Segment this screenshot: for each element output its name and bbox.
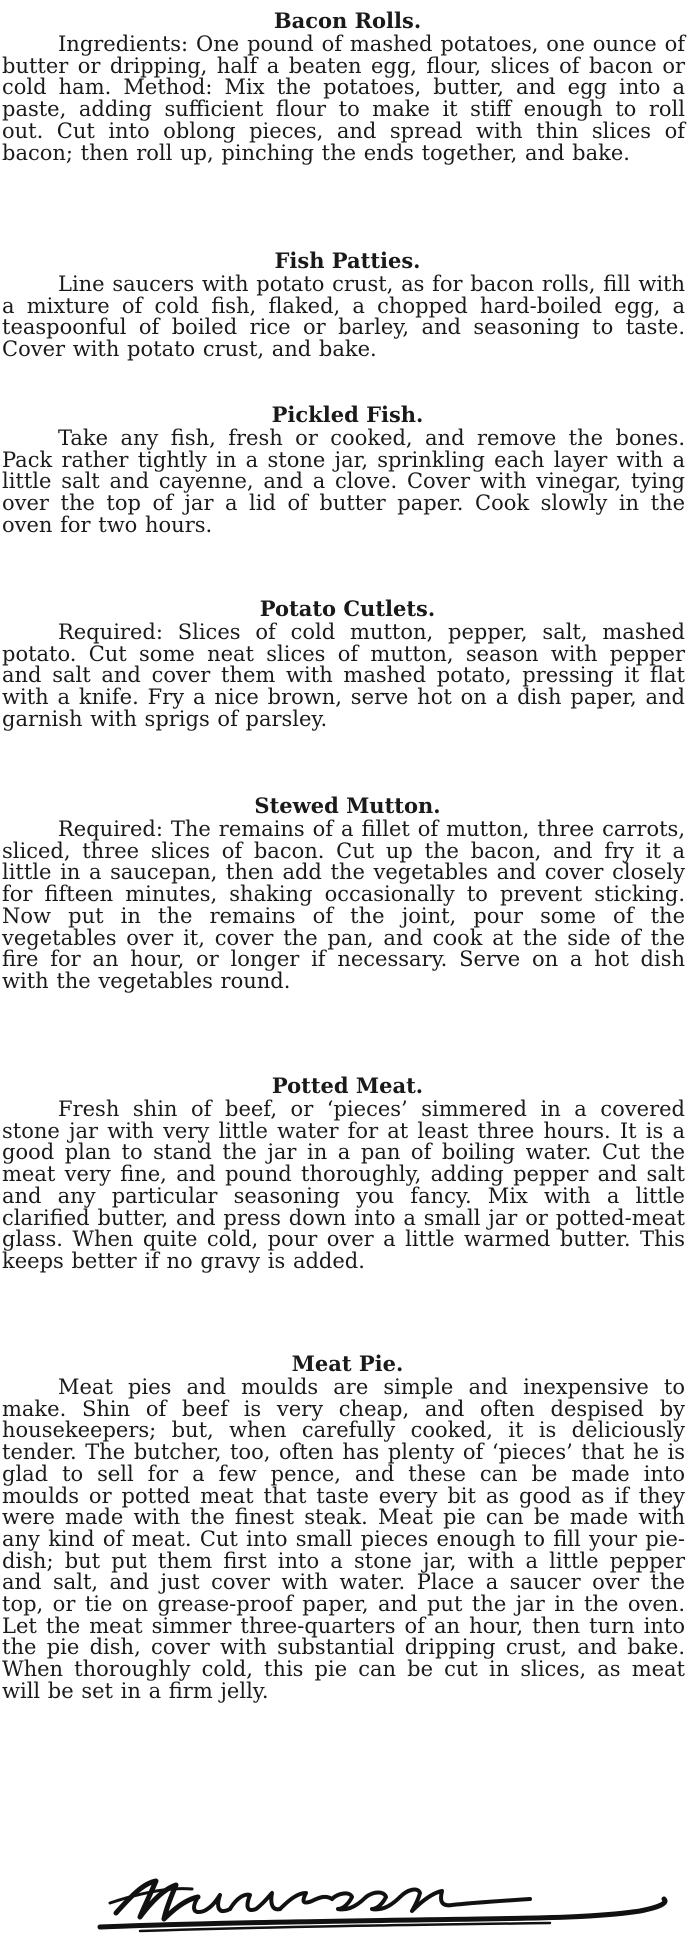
recipe-title: Potato Cutlets. xyxy=(259,596,436,621)
recipe-body: Required: The remains of a fillet of mutton, three carrots, sliced, three slices of bacon. Cut up the bacon, and fry it a little in a saucepan, then add the vegetables and cover closely for fifteen minutes, shaking occasionally to prevent sticking. Now put in the remains of the joint, pour some of the vegetables over it, cover the pan, and cook at the side of the fire for an hour, or longer if necessary. Serve on a hot dish with the vegetables round. xyxy=(2,817,685,993)
recipe-meat-pie xyxy=(2,1351,685,1703)
recipe-body: Take any fish, fresh or cooked, and remove the bones. Pack rather tightly in a stone jar, sprinkling each layer with a little salt and cayenne, and a clove. Cover with vinegar, tying over the top of jar a lid of butter paper. Cook slowly in the oven for two hours. xyxy=(2,426,685,537)
recipe-pickled-fish xyxy=(2,402,685,537)
recipe-body: Required: Slices of cold mutton, pepper, salt, mashed potato. Cut some neat slices of mutton, season with pepper and salt and cover them with mashed potato, pressing it flat with a knife. Fry a nice brown, serve hot on a dish paper, and garnish with sprigs of parsley. xyxy=(2,620,685,731)
recipe-title: Potted Meat. xyxy=(271,1073,424,1098)
recipe-body: Ingredients: One pound of mashed potatoes, one ounce of butter or dripping, half a beaten egg, flour, slices of bacon or cold ham. Method: Mix the potatoes, butter, and egg into a paste, adding sufficient flour to make it stiff enough to roll out. Cut into oblong pieces, and spread with thin slices of bacon; then roll up, pinching the ends together, and bake. xyxy=(2,32,685,165)
recipe-body: Meat pies and moulds are simple and inexpensive to make. Shin of beef is very cheap, and often despised by housekeepers; but, when carefully cooked, it is deliciously tender. The butcher, too, often has plenty of ‘pieces’ that he is glad to sell for a few pence, and these can be made into moulds or potted meat that taste every bit as good as if they were made with the finest steak. Meat pie can be made with any kind of meat. Cut into small pieces enough to fill your pie-dish; but put them first into a stone jar, with a little pepper and salt, and just cover with water. Place a saucer over the top, or tie on grease-proof paper, and put the jar in the oven. Let the meat simmer three-quarters of an hour, then turn into the pie dish, cover with substantial dripping crust, and bake. When thoroughly cold, this pie can be cut in slices, as meat will be set in a firm jelly. xyxy=(2,1375,685,1703)
recipe-body: Line saucers with potato crust, as for bacon rolls, fill with a mixture of cold fish, flaked, a chopped hard-boiled egg, a teaspoonful of boiled rice or barley, and seasoning to taste. Cover with potato crust, and bake. xyxy=(2,272,685,362)
recipe-potted-meat xyxy=(2,1073,685,1273)
recipe-fish-patties xyxy=(2,248,685,361)
recipe-body: Fresh shin of beef, or ‘pieces’ simmered in a covered stone jar with very little water for at least three hours. It is a good plan to stand the jar in a pan of boiling water. Cut the meat very fine, and pound thoroughly, adding pepper and salt and any particular seasoning you fancy. Mix with a little clarified butter, and press down into a small jar or potted-meat glass. When quite cold, pour over a little warmed butter. This keeps better if no gravy is added. xyxy=(2,1097,685,1273)
recipe-title: Bacon Rolls. xyxy=(273,8,422,33)
recipe-bacon-rolls xyxy=(2,8,685,164)
author-signature xyxy=(80,1865,680,1935)
recipe-title: Stewed Mutton. xyxy=(254,793,441,818)
recipe-potato-cutlets xyxy=(2,596,685,731)
recipe-title: Pickled Fish. xyxy=(271,402,424,427)
recipe-stewed-mutton xyxy=(2,793,685,993)
recipe-title: Meat Pie. xyxy=(291,1351,404,1376)
recipe-title: Fish Patties. xyxy=(274,248,421,273)
